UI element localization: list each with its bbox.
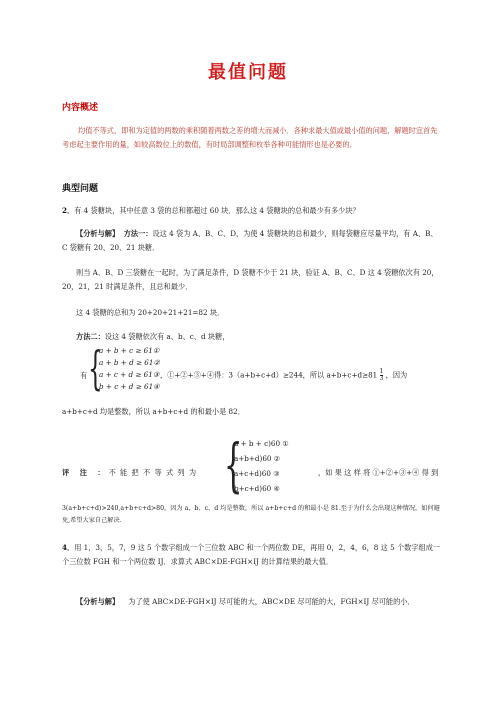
note-continuation: 3(a+b+c+d)>240,a+b+c+d>80，因为 a、b、c、d 均是整数，所以 a+b+c+d 的和最小是 81.至于为什么会出现这种情况，如何避免,希望大家自己解决． (62, 505, 440, 524)
left-brace-2: { (224, 431, 243, 499)
method-1-label: 方法一： (123, 229, 153, 238)
question-4-analysis (62, 595, 442, 609)
note-lead (62, 466, 212, 480)
question-4 (62, 541, 442, 569)
question-2-number: 2． (62, 206, 75, 215)
section-heading-overview: 内容概述 (62, 103, 99, 113)
method-1-text: 设这 4 袋为 A、B、C、D，为使 4 袋糖块的总和最少，则每袋糖应尽量平均，有 A、B、C 袋糖有 20、20、21 块糖． (62, 229, 438, 252)
wrong-inequality-2: a+b+d)60 ② (234, 454, 281, 463)
inequality-4: b + c + d ≥ 61④ (99, 382, 160, 391)
inequality-system-2 (234, 436, 289, 496)
wrong-inequality-1: a + b + c)60 ① (234, 439, 289, 448)
wrong-inequality-4: b+c+d)60 ④ (234, 484, 280, 493)
page-title: 最值问题 (208, 62, 288, 83)
note-pre: 不 能 把 不 等 式 列 为 (108, 468, 198, 477)
section-heading-problems: 典型问题 (62, 184, 99, 194)
inequality-system-1 (99, 345, 160, 393)
fraction-numerator: 1 (379, 368, 384, 375)
method-2-paragraph (62, 330, 442, 344)
integer-paragraph: a+b+c+d 均是整数，所以 a+b+c+d 的和最小是 82． (62, 407, 245, 416)
question-4-text: 用 1，3，5，7，9 这 5 个数字组成一个三位数 ABC 和一个两位数 DE，再用 0，2，4，6，8 这 5 个数字组成一个三位数 FGH 和一个两位数 IJ．求算式 ABC×DE-FGH×IJ 的计算结果的最大值． (62, 543, 441, 566)
has-label: 有 (80, 371, 88, 380)
combine-paragraph: 则当 A、B、D 三袋糖在一起时，为了满足条件，D 袋糖不少于 21 块，验证 A、B、C、D 这 4 袋糖依次有 20，20，21，21 时满足条件，且总和最少． (62, 268, 439, 291)
note-post: ，如 果 这 样 将 ①+②+③+④ 得 到 (318, 468, 439, 477)
analysis-label: 【分析与解】 (76, 229, 120, 238)
inequality-3: a + c + d ≥ 61③ (99, 370, 160, 379)
question-2 (62, 204, 442, 218)
question-2-text: 有 4 袋糖块，其中任意 3 袋的总和都超过 60 块．那么这 4 袋糖块的总和最少有多少块？ (74, 206, 360, 215)
question-4-analysis-label: 【分析与解】 (76, 597, 120, 606)
question-4-number: 4． (62, 543, 75, 552)
question-4-analysis-text: 为了使 ABC×DE-FGH×IJ 尽可能的大，ABC×DE 尽可能的大，FGH×IJ 尽可能的小． (128, 597, 415, 606)
method-1-paragraph (62, 227, 442, 255)
intro-paragraph: 均值不等式，即和为定值的两数的乘积随着两数之差的增大而减小．各种求最大值或最小值的问题，解题时宜首先考虑起主要作用的量，如较高数位上的数值，有时局部调整和枚举各种可能情形也是必要的． (62, 126, 438, 149)
wrong-inequality-3: a+c+d)60 ③ (234, 469, 280, 478)
sum-text-a: ，①+②+③+④得：3（a+b+c+d）≥244，所以 a+b+c+d≥81 (160, 370, 378, 380)
sum-text-b: ，因为 (385, 370, 408, 380)
inequality-2: a + b + d ≥ 61② (99, 358, 160, 367)
inequality-1: a + b + c ≥ 61① (99, 346, 160, 355)
total-paragraph: 这 4 袋糖的总和为 20+20+21+21=82 块． (76, 308, 225, 317)
fraction-denominator: 3 (379, 375, 384, 382)
method-2-label: 方法二： (76, 332, 105, 341)
note-label: 评 注 ： (62, 468, 109, 477)
left-brace-1: { (88, 341, 103, 395)
sum-derivation (160, 369, 450, 382)
method-2-text: 设这 4 袋糖依次有 a、b、c、d 块糖， (104, 332, 230, 341)
fraction-one-third (380, 369, 384, 382)
